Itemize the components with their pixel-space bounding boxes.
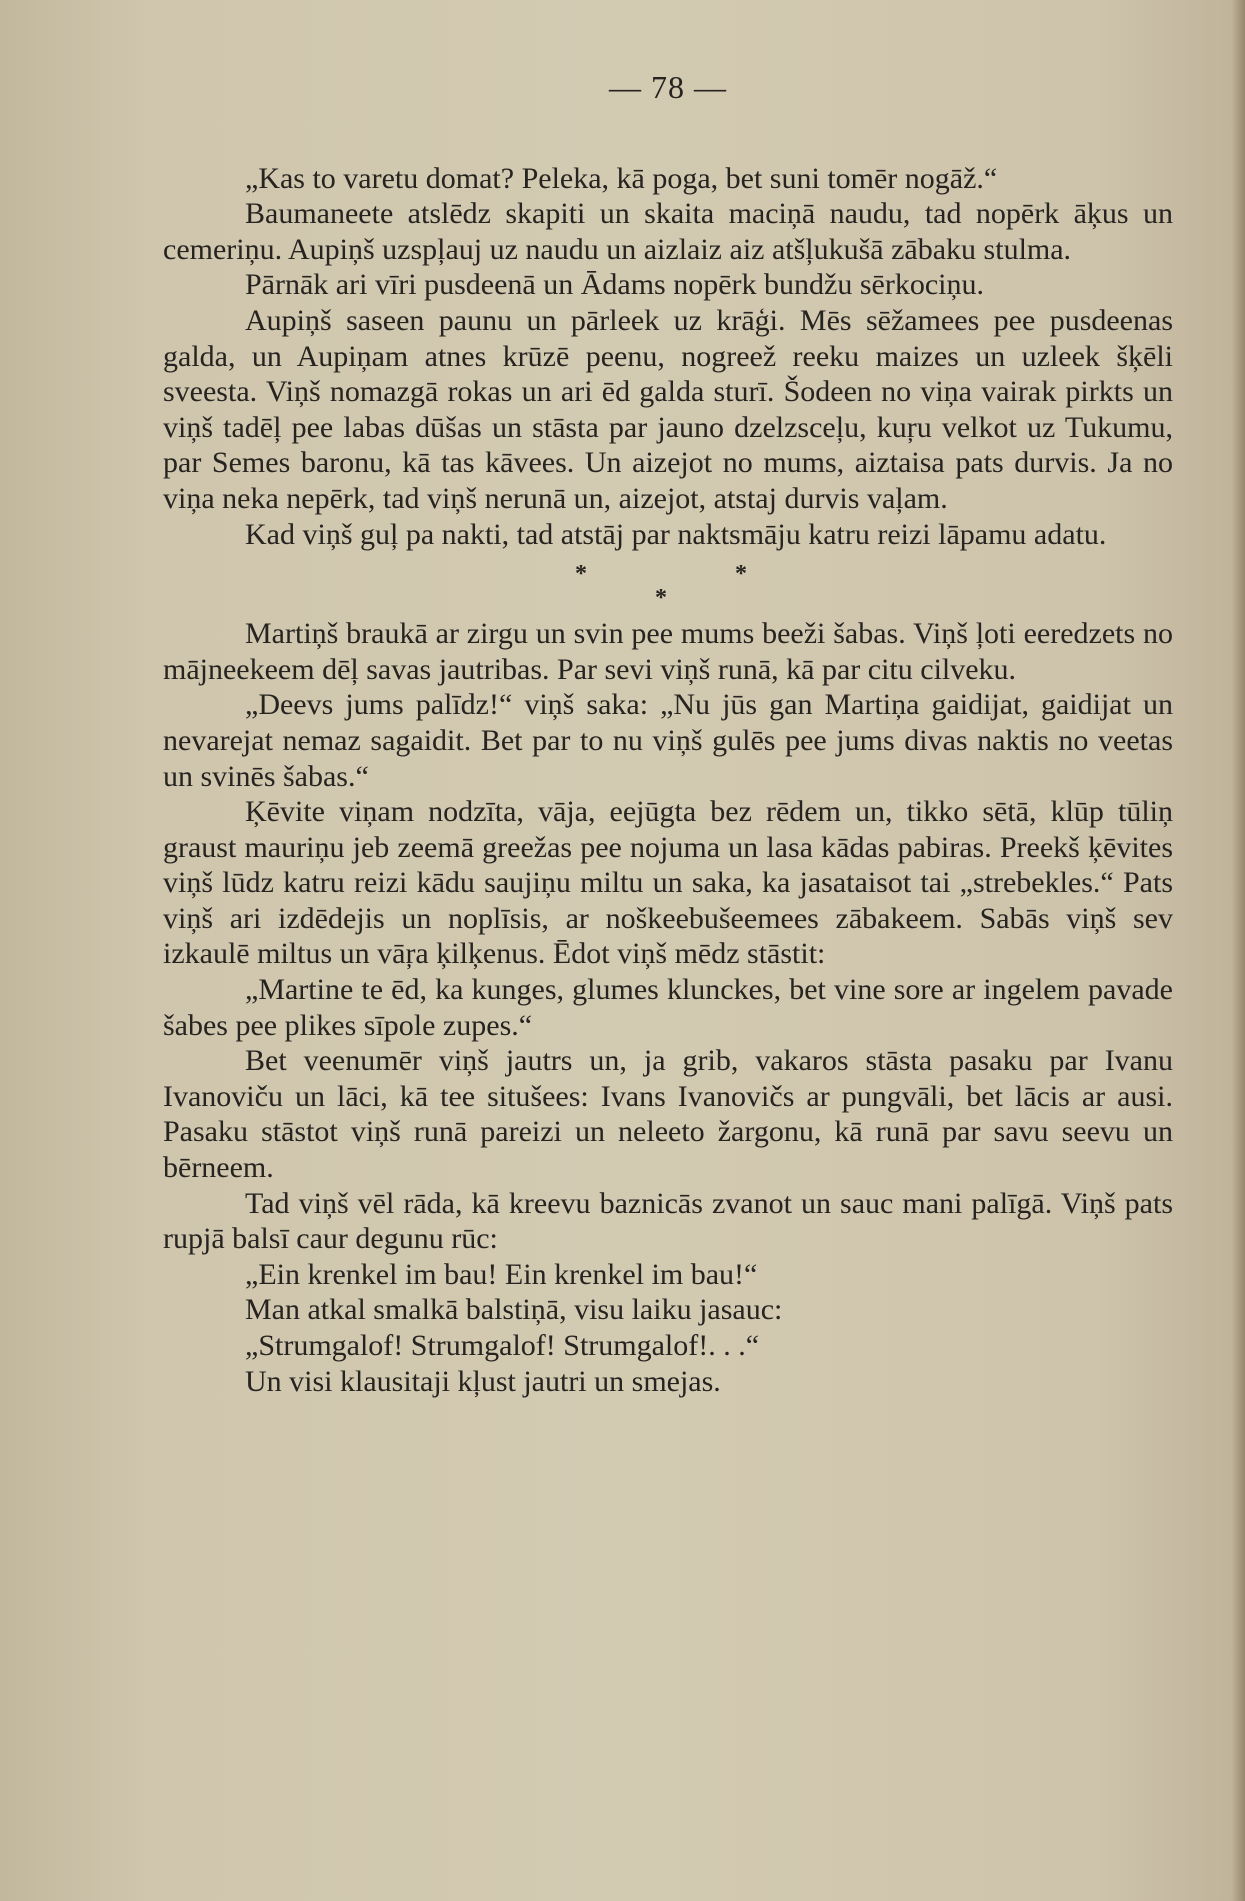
paragraph: Bet veenumēr viņš jautrs un, ja grib, vakaros stāsta pasaku par Ivanu Ivanoviču un lāci, kā tee situšees: Ivans Ivanovičs ar pungvāli, bet lācis ar ausi. Pasaku stāstot viņš runā pareizi un neleeto žargonu, kā runā par savu seevu un bērneem. xyxy=(163,1044,1173,1185)
paragraph: Martiņš braukā ar zirgu un svin pee mums beeži šabas. Viņš ļoti eeredzets no mājneekeem dēļ savas jautribas. Par sevi viņš runā, kā par citu cilveku. xyxy=(163,617,1173,686)
paragraph: „Deevs jums palīdz!“ viņš saka: „Nu jūs gan Martiņa gaidijat, gaidijat un nevarejat nemaz sagaidit. Bet par to nu viņš gulēs pee jums divas naktis no veetas un svinēs šabas.“ xyxy=(163,688,1173,793)
paragraph: „Martine te ēd, ka kunges, glumes klunckes, bet vine sore ar ingelem pavade šabes pee plikes sīpole zupes.“ xyxy=(163,973,1173,1042)
asterisk: * xyxy=(575,561,587,588)
asterisk: * xyxy=(655,585,667,612)
section-divider xyxy=(163,554,1173,612)
paragraph: Tad viņš vēl rāda, kā kreevu baznicās zvanot un sauc mani palīgā. Viņš pats rupjā balsī caur degunu rūc: xyxy=(163,1186,1173,1256)
verse-line: Man atkal smalkā balstiņā, visu laiku jasauc: xyxy=(245,1293,783,1327)
paragraph: „Kas to varetu domat? Peleka, kā poga, bet suni tomēr nogāž.“ xyxy=(245,161,998,195)
verse-line: „Ein krenkel im bau! Ein krenkel im bau!“ xyxy=(245,1257,758,1291)
paragraph: Baumaneete atslēdz skapiti un skaita maciņā naudu, tad nopērk āķus un cemeriņu. Aupiņš uzspļauj uz naudu un aizlaiz aiz atšļukušā zābaku stulma. xyxy=(163,197,1173,266)
verse-line: Un visi klausitaji kļust jautri un smejas. xyxy=(245,1364,721,1398)
page-text xyxy=(163,70,1173,1399)
page-number: — 78 — xyxy=(609,69,727,105)
asterisk: * xyxy=(735,561,747,588)
paragraph: Ķēvite viņam nodzīta, vāja, eejūgta bez rēdem un, tikko sētā, klūp tūliņ graust mauriņu jeb zeemā greežas pee nojuma un lasa kādas pabiras. Preekš ķēvites viņš lūdz katru reizi kādu saujiņu miltu un saka, ka jasataisot tai „strebekles.“ Pats viņš ari izdēdejis un noplīsis, ar noškeebušeemees zābakeem. Sabās viņš sev izkaulē miltus un vāŗa ķilķenus. Ēdot viņš mēdz stāstit: xyxy=(163,795,1173,971)
paragraph: Kad viņš guļ pa nakti, tad atstāj par naktsmāju katru reizi lāpamu adatu. xyxy=(245,517,1107,551)
verse-line: „Strumgalof! Strumgalof! Strumgalof!. . .“ xyxy=(245,1329,760,1362)
paragraph: Aupiņš saseen paunu un pārleek uz krāģi. Mēs sēžamees pee pusdeenas galda, un Aupiņam atnes krūzē peenu, nogreež reeku maizes un uzleek šķēli sveesta. Viņš nomazgā rokas un ari ēd galda sturī. Šodeen no viņa vairak pirkts un viņš tadēļ pee labas dūšas un stāsta par jauno dzelzsceļu, kuŗu velkot uz Tukumu, par Semes baronu, kā tas kāvees. Un aizejot no mums, aiztaisa pats durvis. Ja no viņa neka nepērk, tad viņš nerunā un, aizejot, atstaj durvis vaļam. xyxy=(163,303,1173,515)
paragraph: Pārnāk ari vīri pusdeenā un Ādams nopērk bundžu sērkociņu. xyxy=(245,268,984,302)
